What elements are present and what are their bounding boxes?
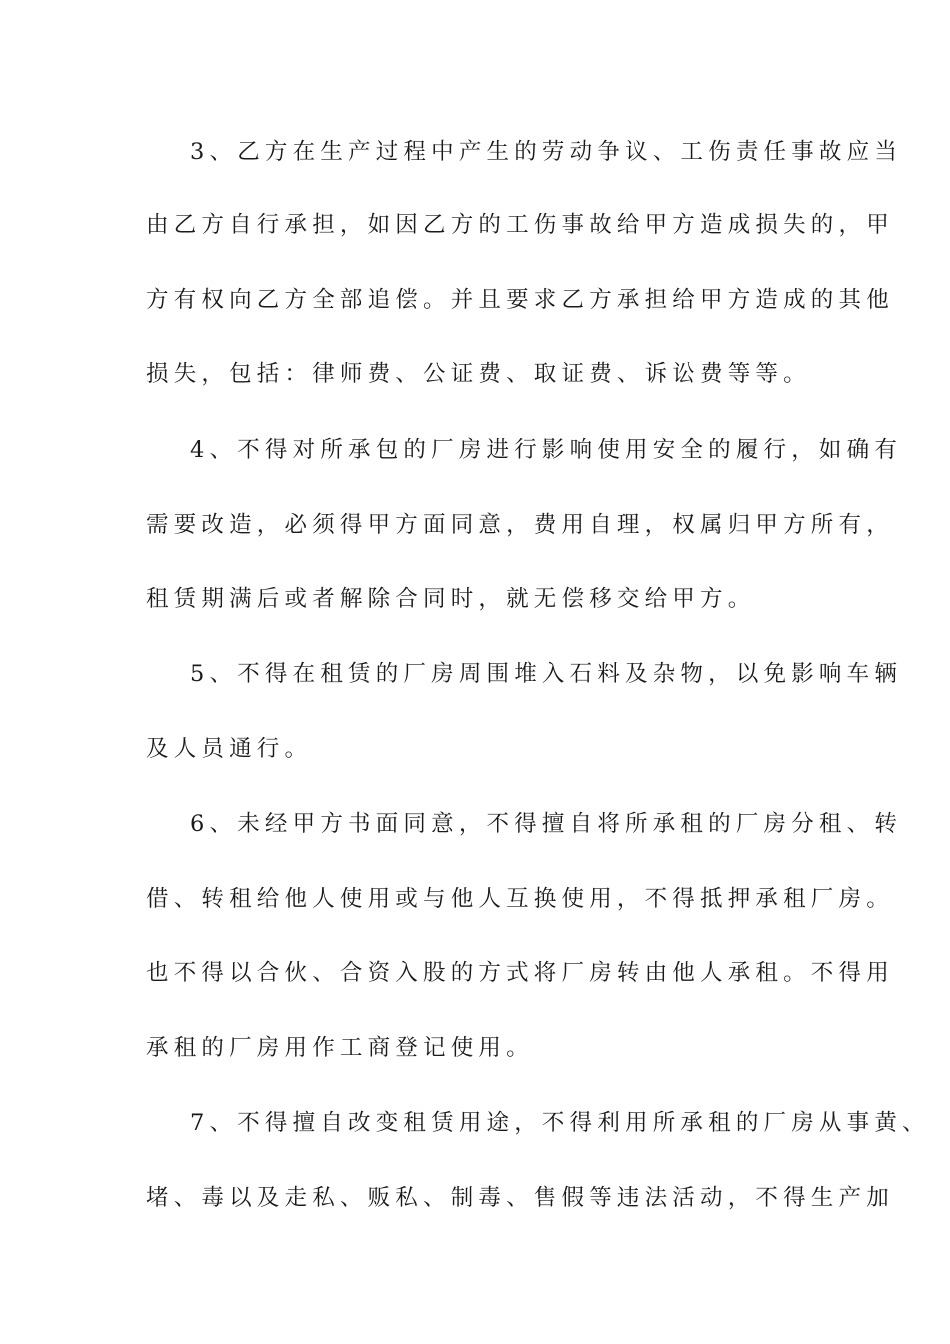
- clause-3-line-3: 方有权向乙方全部追偿。并且要求乙方承担给甲方造成的其他: [146, 287, 894, 313]
- clause-6-line-3: 也不得以合伙、合资入股的方式将厂房转由他人承租。不得用: [146, 960, 894, 986]
- clause-3-line-1: 3、乙方在生产过程中产生的劳动争议、工伤责任事故应当: [190, 139, 903, 165]
- clause-5-line-1: 5、不得在租赁的厂房周围堆入石料及杂物，以免影响车辆: [190, 661, 903, 687]
- clause-6-line-2: 借、转租给他人使用或与他人互换使用，不得抵押承租厂房。: [146, 886, 894, 912]
- clause-3-line-2: 由乙方自行承担，如因乙方的工伤事故给甲方造成损失的，甲: [146, 212, 894, 238]
- clause-4-line-1: 4、不得对所承包的厂房进行影响使用安全的履行，如确有: [190, 437, 903, 463]
- clause-3-line-4: 损失，包括：律师费、公证费、取证费、诉讼费等等。: [146, 361, 811, 387]
- clause-6-line-1: 6、未经甲方书面同意，不得擅自将所承租的厂房分租、转: [190, 811, 903, 837]
- clause-7-line-1: 7、不得擅自改变租赁用途，不得利用所承租的厂房从事黄、: [190, 1110, 930, 1136]
- clause-6-line-4: 承租的厂房用作工商登记使用。: [146, 1035, 534, 1061]
- clause-4-line-2: 需要改造，必须得甲方面同意，费用自理，权属归甲方所有，: [146, 512, 894, 538]
- clause-5-line-2: 及人员通行。: [146, 736, 313, 762]
- clause-7-line-2: 堵、毒以及走私、贩私、制毒、售假等违法活动，不得生产加: [146, 1185, 894, 1211]
- clause-4-line-3: 租赁期满后或者解除合同时，就无偿移交给甲方。: [146, 586, 756, 612]
